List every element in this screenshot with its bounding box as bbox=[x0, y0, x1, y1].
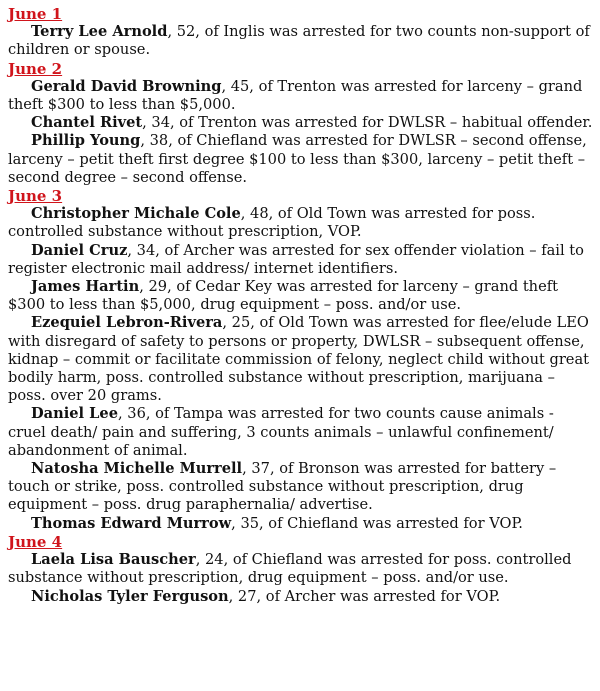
arrest-entry bbox=[8, 551, 594, 587]
section-date: June 2 bbox=[8, 59, 63, 78]
person-name: Daniel Cruz bbox=[31, 241, 128, 259]
arrest-details: , 48, of Old Town was arrested for poss. controlled substance without prescription, VOP. bbox=[8, 205, 536, 241]
arrest-details: , 24, of Chiefland was arrested for poss. controlled substance without prescription, drug equipment – poss. and/or use. bbox=[8, 551, 572, 587]
arrest-details: , 34, of Archer was arrested for sex offender violation – fail to register electronic mail address/ internet identifiers. bbox=[8, 241, 584, 277]
arrest-entry bbox=[8, 515, 594, 533]
section-june-2 bbox=[8, 60, 594, 187]
section-june-3 bbox=[8, 187, 594, 533]
arrest-entry bbox=[8, 23, 594, 59]
arrest-details: , 35, of Chiefland was arrested for VOP. bbox=[231, 514, 523, 532]
arrest-entry bbox=[8, 278, 594, 314]
arrest-entry bbox=[8, 242, 594, 278]
arrest-details: , 29, of Cedar Key was arrested for larceny – grand theft $300 to less than $5,000, drug equipment – poss. and/or use. bbox=[8, 278, 558, 314]
person-name: Natosha Michelle Murrell bbox=[31, 460, 243, 478]
arrest-entry bbox=[8, 314, 594, 405]
section-june-1 bbox=[8, 5, 594, 60]
arrest-entry bbox=[8, 132, 594, 187]
arrest-details: , 38, of Chiefland was arrested for DWLSR – second offense, larceny – petit theft first degree $100 to less than $300, larceny – petit theft – second degree – second offense. bbox=[8, 132, 587, 186]
arrest-entry bbox=[8, 78, 594, 114]
person-name: Thomas Edward Murrow bbox=[31, 514, 232, 532]
arrest-entry bbox=[8, 205, 594, 241]
arrest-details: , 37, of Bronson was arrested for battery – touch or strike, poss. controlled substance without prescription, drug equipment – poss. drug paraphernalia/ advertise. bbox=[8, 460, 557, 514]
person-name: Laela Lisa Bauscher bbox=[31, 551, 196, 569]
arrest-details: , 25, of Old Town was arrested for flee/elude LEO with disregard of safety to persons or property, DWLSR – subsequent offense, kidnap – commit or facilitate commission of felony, neglect child without great bodily harm, poss. controlled substance without prescription, marijuana – poss. over 20 grams. bbox=[8, 314, 590, 405]
person-name: Phillip Young bbox=[31, 132, 141, 150]
person-name: Ezequiel Lebron-Rivera bbox=[31, 314, 223, 332]
person-name: James Hartin bbox=[31, 278, 140, 296]
person-name: Christopher Michale Cole bbox=[31, 205, 241, 223]
arrest-entry bbox=[8, 114, 594, 132]
arrest-entry bbox=[8, 588, 594, 606]
person-name: Daniel Lee bbox=[31, 405, 119, 423]
section-date: June 1 bbox=[8, 5, 63, 23]
arrest-details: , 52, of Inglis was arrested for two counts non-support of children or spouse. bbox=[8, 23, 590, 59]
person-name: Chantel Rivet bbox=[31, 114, 143, 132]
arrest-details: , 34, of Trenton was arrested for DWLSR – habitual offender. bbox=[142, 114, 593, 132]
section-date: June 4 bbox=[8, 532, 63, 551]
arrest-details: , 36, of Tampa was arrested for two counts cause animals - cruel death/ pain and suffering, 3 counts animals – unlawful confinement/ abandonment of animal. bbox=[8, 405, 554, 459]
arrest-entry bbox=[8, 405, 594, 460]
section-date: June 3 bbox=[8, 187, 63, 206]
arrest-details: , 45, of Trenton was arrested for larceny – grand theft $300 to less than $5,000. bbox=[8, 77, 583, 114]
arrest-entry bbox=[8, 460, 594, 515]
person-name: Gerald David Browning bbox=[31, 77, 222, 95]
person-name: Terry Lee Arnold bbox=[31, 23, 168, 41]
section-june-4 bbox=[8, 533, 594, 606]
arrest-details: , 27, of Archer was arrested for VOP. bbox=[228, 587, 501, 605]
person-name: Nicholas Tyler Ferguson bbox=[31, 587, 229, 605]
